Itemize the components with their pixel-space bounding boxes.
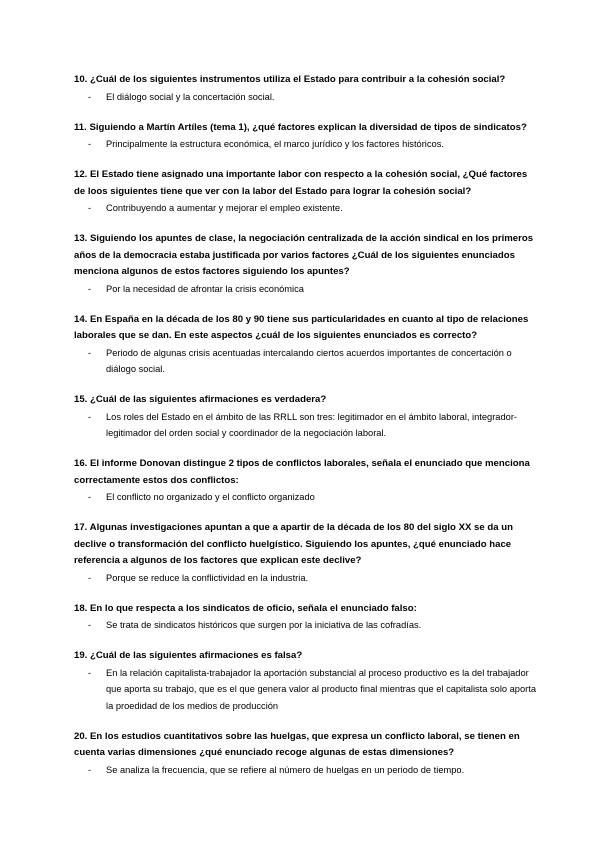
answer-text — [74, 136, 536, 153]
answer-label: En la relación capitalista-trabajador la aportación substancial al proceso productivo es la del trabajador que aporta su trabajo, que es el que genera valor al producto final mientras que el capitalista solo aporta la proedidad de los medios de producción — [106, 667, 536, 711]
bullet-dash: - — [88, 203, 92, 213]
answer-label: Se analiza la frecuencia, que se refiere al número de huelgas en un periodo de tiempo. — [106, 764, 465, 775]
question-item-13 — [74, 231, 536, 297]
question-text: 20. En los estudios cuantitativos sobre las huelgas, que expresa un conflicto laboral, se tienen en cuenta varias dimensiones ¿qué enunciado recoge algunas de estas dimensiones? — [74, 730, 520, 758]
answer-label: Los roles del Estado en el ámbito de las RRLL son tres: legitimador en el ámbito laboral, integrador-legitimador del orden social y coordinador de la negociación laboral. — [106, 411, 518, 438]
question-item-20 — [74, 729, 536, 779]
bullet-dash: - — [88, 492, 92, 502]
answer-label: Contribuyendo a aumentar y mejorar el empleo existente. — [106, 203, 343, 213]
bullet-dash: - — [88, 764, 92, 775]
answer-text — [74, 409, 536, 442]
question-item-14 — [74, 312, 536, 378]
question-text: 19. ¿Cuál de las siguientes afirmaciones es falsa? — [74, 650, 303, 661]
question-text: 15. ¿Cuál de las siguientes afirmaciones es verdadera? — [74, 394, 327, 405]
question-item-19 — [74, 648, 536, 714]
question-text: 18. En lo que respecta a los sindicatos de oficio, señala el enunciado falso: — [74, 602, 417, 614]
bullet-dash: - — [88, 667, 92, 678]
question-item-18 — [74, 601, 536, 634]
answer-label: Porque se reduce la conflictividad en la industria. — [106, 572, 309, 583]
question-text: 16. El informe Donovan distingue 2 tipos de conflictos laborales, señala el enunciado que menciona correctamente estos dos conflictos: — [74, 458, 530, 486]
answer-text — [74, 762, 536, 779]
question-item-15 — [74, 392, 536, 442]
question-item-17 — [74, 520, 536, 586]
question-item-12 — [74, 167, 536, 217]
answer-text — [74, 617, 536, 634]
answer-label: Periodo de algunas crisis acentuadas intercalando ciertos acuerdos importantes de concertación o diálogo social. — [106, 347, 512, 374]
document-page — [74, 72, 536, 793]
question-item-11 — [74, 120, 536, 153]
question-text: 14. En España en la década de los 80 y 90 tiene sus particularidades en cuanto al tipo de relaciones laborales que se dan. En este aspectos ¿cuál de los siguientes enunciados es correcto? — [74, 313, 529, 341]
question-text: 17. Algunas investigaciones apuntan a que a apartir de la década de los 80 del siglo XX se da un declive o transformación del conflicto huelgístico. Siguiendo los apuntes, ¿qué enunciado hace referencia a algunos de los factores que explican este declive? — [74, 522, 513, 566]
answer-text — [74, 89, 536, 106]
answer-text — [74, 570, 536, 587]
answer-text — [74, 200, 536, 217]
bullet-dash: - — [88, 283, 92, 294]
bullet-dash: - — [88, 572, 92, 583]
question-text: 13. Siguiendo los apuntes de clase, la negociación centralizada de la acción sindical en los primeros años de la democracia estaba justificada por varios factores ¿Cuál de los siguientes enunciados menciona algunos de estos factores siguiendo los apuntes? — [74, 233, 534, 277]
answer-text — [74, 489, 536, 506]
bullet-dash: - — [88, 411, 92, 422]
bullet-dash: - — [88, 91, 92, 102]
answer-text — [74, 345, 536, 378]
answer-label: Se trata de sindicatos históricos que surgen por la iniciativa de las cofradías. — [106, 620, 422, 630]
answer-text — [74, 665, 536, 715]
answer-text — [74, 281, 536, 298]
question-item-10 — [74, 72, 536, 105]
bullet-dash: - — [88, 620, 92, 630]
answer-label: El conflicto no organizado y el conflicto organizado — [106, 492, 315, 502]
question-text: 12. El Estado tiene asignado una importante labor con respecto a la cohesión social, ¿Qué factores de loos siguientes tiene que ver con la labor del Estado para lograr la cohesión social? — [74, 169, 528, 197]
bullet-dash: - — [88, 347, 92, 358]
answer-label: Por la necesidad de afrontar la crisis económica — [106, 283, 304, 294]
question-item-16 — [74, 456, 536, 506]
bullet-dash: - — [88, 139, 92, 149]
question-text: 11. Siguiendo a Martín Artíles (tema 1), ¿qué factores explican la diversidad de tipos de sindicatos? — [74, 121, 527, 133]
question-text: 10. ¿Cuál de los siguientes instrumentos utiliza el Estado para contribuir a la cohesión social? — [74, 74, 506, 85]
answer-label: Principalmente la estructura económica, el marco jurídico y los factores históricos. — [106, 139, 444, 149]
answer-label: El diálogo social y la concertación social. — [106, 91, 275, 102]
